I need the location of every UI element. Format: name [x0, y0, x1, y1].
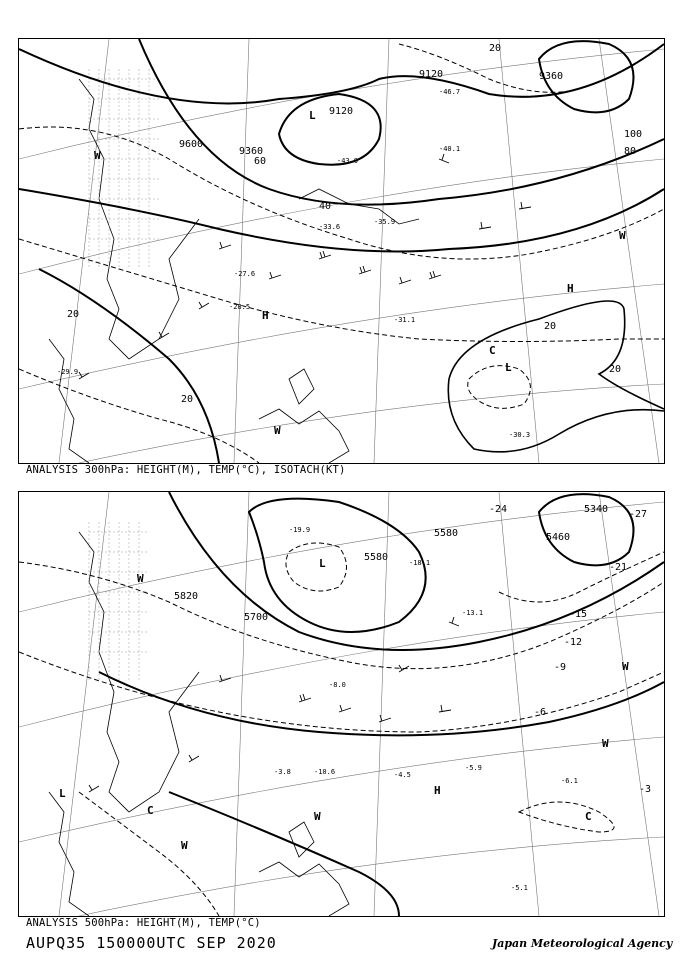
warm-center: W	[602, 737, 609, 750]
high-center: H	[567, 282, 574, 295]
analysis-300hpa-map	[18, 38, 665, 464]
map-300hpa-svg	[19, 39, 664, 463]
map-500hpa-svg	[19, 492, 664, 916]
temperature-value: -4.5	[394, 771, 411, 779]
temperature-value: -5.9	[465, 764, 482, 772]
warm-center: W	[619, 229, 626, 242]
high-center: H	[262, 309, 269, 322]
temperature-value: -13.1	[462, 609, 484, 617]
isotherm-label: -21	[609, 562, 628, 573]
height-label: 9360	[539, 71, 564, 82]
temperature-value: -8.0	[329, 681, 346, 689]
graticule	[19, 39, 664, 463]
warm-center: W	[94, 149, 101, 162]
station-grid	[89, 522, 149, 682]
isotherm-label: -6	[534, 707, 547, 718]
height-label: 9120	[329, 106, 354, 117]
station-grid	[89, 69, 159, 269]
isotach-label: 20	[67, 309, 80, 320]
isotach-label: 20	[544, 321, 557, 332]
isotherm-label: -27	[629, 509, 648, 520]
low-center: L	[309, 109, 316, 122]
wind-region	[448, 301, 664, 452]
temperature-value: -6.1	[561, 777, 578, 785]
high-center: H	[434, 784, 441, 797]
cold-center: C	[147, 804, 154, 817]
isotherm-label: -24	[489, 504, 508, 515]
temperature-value: -27.6	[234, 270, 256, 278]
isotach-label: 20	[489, 43, 502, 54]
temperature-value: -19.9	[289, 526, 311, 534]
height-label: 5460	[546, 532, 571, 543]
warm-center: W	[622, 660, 629, 673]
isotherm-label: -9	[554, 662, 567, 673]
chart-bulletin-code: AUPQ35 150000UTC SEP 2020	[26, 934, 277, 952]
height-label: 5580	[364, 552, 389, 563]
height-label: 9360	[239, 146, 264, 157]
height-label: 5820	[174, 591, 199, 602]
isotach-label: 100	[624, 129, 643, 140]
temperature-value: -5.1	[511, 884, 528, 892]
isotach-label: 80	[624, 146, 637, 157]
height-label: 5340	[584, 504, 609, 515]
temperature-value: -30.3	[509, 431, 531, 439]
isotach-label: 60	[254, 156, 267, 167]
pressure-centers	[59, 557, 629, 852]
warm-center: W	[181, 839, 188, 852]
isotherm-label: -3	[639, 784, 652, 795]
height-label: 9120	[419, 69, 444, 80]
low-center: L	[319, 557, 326, 570]
low-center: L	[59, 787, 66, 800]
warm-center: W	[314, 810, 321, 823]
temperature-value: -10.6	[314, 768, 336, 776]
height-label: 9600	[179, 139, 204, 150]
temperature-value: -35.9	[374, 218, 396, 226]
isotherm-contours	[19, 543, 664, 916]
temperature-value: -40.1	[439, 145, 461, 153]
isotach-label: 40	[319, 201, 332, 212]
temperature-value: -28.5	[229, 303, 251, 311]
temperature-value: -29.9	[57, 368, 79, 376]
isotach-label: 20	[609, 364, 622, 375]
analysis-500hpa-map	[18, 491, 665, 917]
temperature-value: -3.8	[274, 768, 291, 776]
agency-name: Japan Meteorological Agency	[492, 937, 673, 950]
temperature-value: -33.6	[319, 223, 341, 231]
height-contours	[19, 39, 664, 463]
temperature-value: -43.9	[337, 157, 359, 165]
height-label: 5700	[244, 612, 269, 623]
graticule	[19, 492, 664, 916]
isotherm-labels	[489, 504, 651, 795]
temperature-value: -31.1	[394, 316, 416, 324]
low-center: L	[505, 361, 512, 374]
wind-barbs	[79, 154, 531, 379]
cold-center: C	[585, 810, 592, 823]
temperature-value: -46.7	[439, 88, 461, 96]
cold-center: C	[489, 344, 496, 357]
warm-center: W	[274, 424, 281, 437]
isotherm-label: -12	[564, 637, 583, 648]
temperature-value: -18.1	[409, 559, 431, 567]
coastlines	[49, 532, 349, 916]
temperature-samples	[57, 88, 530, 439]
isotach-label: 20	[181, 394, 194, 405]
caption-500hpa: ANALYSIS 500hPa: HEIGHT(M), TEMP(°C)	[26, 917, 261, 929]
caption-300hpa: ANALYSIS 300hPa: HEIGHT(M), TEMP(°C), ISOTACH(KT)	[26, 464, 346, 476]
height-labels	[174, 504, 608, 623]
warm-center: W	[137, 572, 144, 585]
isotherm-label: -15	[569, 609, 588, 620]
height-label: 5580	[434, 528, 459, 539]
